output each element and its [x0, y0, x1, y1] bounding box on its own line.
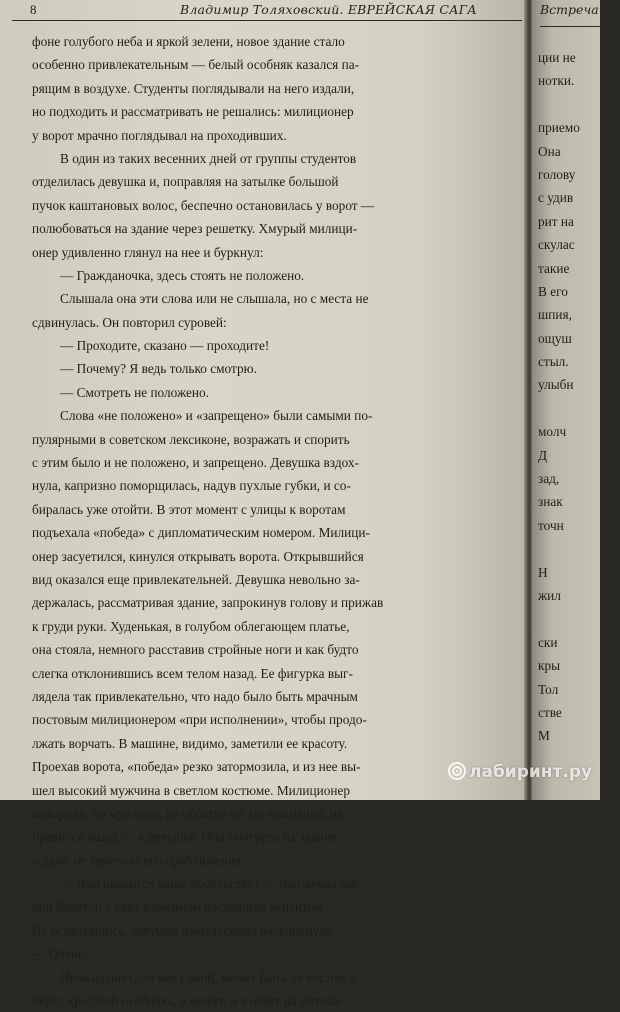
text-line-fragment: нотки. [538, 73, 575, 89]
text-line: — Почему? Я ведь только смотрю. [60, 361, 257, 377]
right-body-text [538, 46, 580, 748]
text-line: онер засуетился, кинулся открывать ворота. Открывшийся [32, 548, 364, 564]
text-line: пучок каштановых волос, беспечно остановилась у ворот — [32, 197, 375, 213]
text-line: вид оказался еще привлекательней. Девушка невольно за- [32, 571, 360, 587]
text-line: — Смотреть не положено. [60, 384, 209, 400]
text-line-fragment [538, 397, 580, 420]
text-line: — Вам нравится наше посольство? — прозвучал мяг- [60, 876, 365, 892]
text-line: подъехала «победа» с дипломатическим номером. Милици- [32, 525, 370, 541]
text-line-fragment: Она [538, 143, 561, 159]
text-line-fragment: точн [538, 517, 564, 533]
text-line: Слова «не положено» и «запрещено» были самыми по- [60, 408, 373, 424]
text-line: лжать ворчать. В машине, видимо, заметили ее красоту. [32, 735, 348, 751]
text-line-fragment: улыбн [538, 377, 574, 393]
text-line-fragment: Н [538, 564, 548, 580]
text-line: перед красотой особняка, а может, и в ответ на интона- [32, 993, 345, 1009]
text-line-fragment: жил [538, 587, 561, 603]
text-line: и даже не заметила его приближения. [32, 852, 245, 868]
text-line: держалась, рассматривая здание, запрокинув голову и прижав [32, 595, 384, 611]
text-line: рящим в воздухе. Студенты поглядывали на него издали, [32, 80, 355, 96]
text-line: сдвинулась. Он повторил суровей: [32, 314, 227, 330]
text-line: к груди руки. Худенькая, в голубом облегающем платье, [32, 618, 350, 634]
page-header [12, 0, 522, 21]
text-line-fragment: молч [538, 424, 567, 440]
text-line: фоне голубого неба и яркой зелени, новое здание стало [32, 34, 345, 49]
text-line-fragment: стыл. [538, 354, 569, 370]
text-line: постовым милиционером «при исполнении», чтобы продо- [32, 712, 367, 728]
text-line-fragment: ощуш [538, 330, 572, 346]
text-line: она стояла, немного расставив стройные ноги и как будто [32, 642, 359, 658]
text-line-fragment: ски [538, 634, 558, 650]
text-line: В один из таких весенних дней от группы студентов [60, 150, 357, 166]
text-line-fragment: шпия, [538, 307, 572, 323]
text-line: биралась уже отойти. В этот момент с улицы к воротам [32, 501, 346, 517]
text-line: с этим было и не положено, и запрещено. Девушка вздох- [32, 455, 359, 471]
text-line: Не оглянувшись, девушка импульсивно воскликнула: [32, 922, 335, 938]
text-line: — Очень! [32, 946, 89, 962]
right-page [532, 0, 600, 800]
text-line: козырнул, но мужчина, не обратив на это внимания, на- [32, 805, 348, 821]
text-line: лядела так привлекательно, что надо было быть мрачным [32, 688, 358, 704]
text-line: Проехав ворота, «победа» резко затормозила, и из нее вы- [32, 759, 361, 775]
text-line-fragment: Тол [538, 681, 559, 697]
text-line-fragment: с удив [538, 190, 574, 206]
text-line-fragment: ции не [538, 50, 576, 65]
text-line: кий баритон с едва уловимым восточным акцентом. [32, 899, 326, 915]
text-line-fragment: кры [538, 658, 561, 674]
text-line-fragment: голову [538, 166, 576, 182]
text-line-fragment [538, 537, 580, 560]
text-line-fragment [538, 93, 580, 116]
body-text [32, 30, 522, 1012]
text-line: Слышала она эти слова или не слышала, но с места не [60, 291, 369, 307]
text-line: нула, капризно поморщилась, надув пухлые губки, и со- [32, 478, 351, 494]
text-line-fragment: скулас [538, 237, 575, 253]
text-line: у ворот мрачно поглядывал на проходивших. [32, 127, 287, 143]
watermark-text: лабиринт.ру [469, 762, 593, 782]
text-line-fragment [538, 607, 580, 630]
text-line: — Гражданочка, здесь стоять не положено. [60, 267, 305, 283]
text-line: но подходить и рассматривать не решались: милиционер [32, 104, 354, 120]
text-line-fragment: зад, [538, 471, 560, 487]
text-line: полюбоваться на здание через решетку. Хмурый милици- [32, 221, 358, 237]
text-line-fragment: рит на [538, 213, 574, 229]
text-line: правился назад — к девушке. Она смотрела на здание [32, 829, 338, 845]
text-line-fragment: Д [538, 447, 548, 463]
text-line-fragment: В его [538, 283, 568, 299]
watermark [448, 762, 592, 782]
text-line-fragment: такие [538, 260, 570, 276]
text-line: шел высокий мужчина в светлом костюме. Милиционер [32, 782, 351, 798]
text-line: — Проходите, сказано — проходите! [60, 338, 270, 354]
text-line: особенно привлекательным — белый особняк казался па- [32, 57, 360, 73]
text-line-fragment: стве [538, 704, 562, 720]
running-head: Владимир Толяховский. ЕВРЕЙСКАЯ САГА [180, 2, 477, 17]
labyrinth-logo-icon [448, 762, 466, 780]
page-number: 8 [30, 2, 37, 17]
text-line: Неожиданно для нее самой, может быть от восторга [60, 969, 356, 985]
text-line-fragment: М [538, 728, 550, 744]
text-line-fragment: приемо [538, 120, 580, 136]
text-line: отделилась девушка и, поправляя на затылке большой [32, 174, 339, 190]
right-running-head: Встреча [540, 2, 620, 27]
text-line: пулярными в советском лексиконе, возражать и спорить [32, 431, 350, 447]
text-line: онер удивленно глянул на нее и буркнул: [32, 244, 264, 260]
text-line: слегка отклонившись всем телом назад. Ее фигурка выг- [32, 665, 353, 681]
text-line-fragment: знак [538, 494, 563, 510]
